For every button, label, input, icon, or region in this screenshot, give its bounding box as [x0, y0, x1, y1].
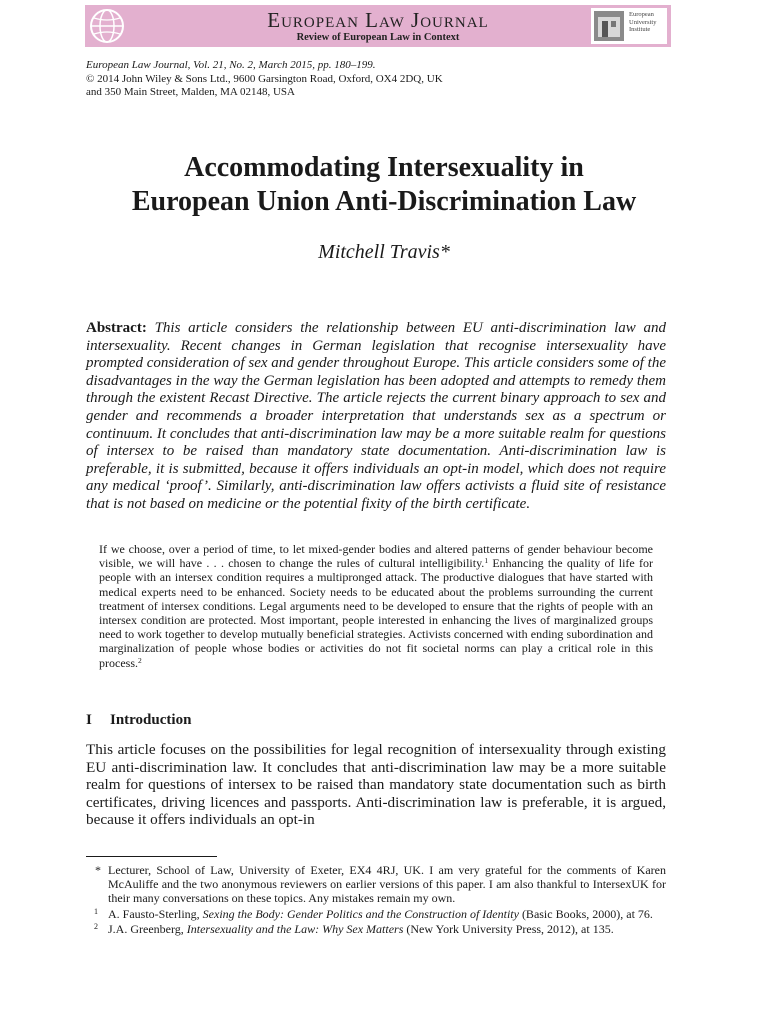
epigraph-part-1: If we choose, over a period of time, to let mixed-gender bodies and altered patterns of gender behaviour become visible, we will have . . . chosen to change the rules of cultural intelligibility.	[99, 542, 653, 571]
footnote-mark: 2	[94, 921, 98, 931]
article-title-line-1: Accommodating Intersexuality in	[184, 152, 584, 183]
footnote-mark: *	[95, 863, 101, 877]
epigraph	[99, 542, 653, 670]
footnote-divider	[86, 856, 217, 857]
footnote-1	[86, 907, 666, 921]
journal-reference: European Law Journal, Vol. 21, No. 2, March 2015, pp. 180–199.	[86, 59, 376, 71]
institute-logo-text: European University Institute	[629, 11, 657, 33]
institute-building-icon	[594, 11, 624, 41]
footnote-text: J.A. Greenberg,	[108, 921, 187, 936]
epigraph-part-2: Enhancing the quality of life for people with an intersex condition requires a multipronged attack. The productive dialogues that have started with medical experts need to be enhanced. Society needs to be educated about the problems surrounding the current treatment of intersex conditions. Legal arguments need to be developed to ensure that the rights of people with an intersex condition are protected. Most important, people interested in enhancing the lives of marginalized groups need to work together to develop mutually beneficial strategies. Activists concerned with ending subordination and marginalization of people whose bodies or activities do not fit societal norms can play a critical role in this process.	[99, 556, 653, 670]
article-title-line-2: European Union Anti-Discrimination Law	[131, 186, 637, 217]
abstract	[86, 320, 666, 514]
journal-subtitle: Review of European Law in Context	[296, 32, 460, 43]
introduction-body: This article focuses on the possibilities for legal recognition of intersexuality through existing EU anti-discrimination law. It concludes that anti-discrimination law may be a more suitable realm for questions of intersex to be raised than mandatory state documentation such as birth certificates, driving licences and passports. Anti-discrimination law is preferable, it is argued, because it offers individuals an opt-in	[86, 741, 666, 829]
publisher-line: © 2014 John Wiley & Sons Ltd., 9600 Garsington Road, Oxford, OX4 2DQ, UK	[86, 72, 443, 85]
section-title: Introduction	[110, 712, 192, 728]
abstract-text: This article considers the relationship between EU anti-discrimination law and intersexuality. Recent changes in German legislation that recognise intersexuality have prompted consideration of sex and gender throughout Europe. This article considers some of the disadvantages in the way the German legislation has been adopted and attempts to remedy them through the existent Recast Directive. The article rejects the current binary approach to sex and gender and recommends a broader interpretation that understands sex as a spectrum or continuum. It concludes that anti-discrimination law may be a more suitable realm for questions of intersex to be raised than mandatory state documentation. Anti-discrimination law is preferable, it is submitted, because it offers individuals an opt-in model, which does not require any medical ‘proof’. Similarly, anti-discrimination law offers activists a fluid site of resistance that is not based on medicine or the potential fixity of the birth certificate.	[86, 320, 667, 512]
footnote-ref-1[interactable]: 1	[484, 556, 489, 566]
footnote-text: (New York University Press, 2012), at 135.	[403, 921, 614, 936]
abstract-label: Abstract:	[86, 320, 147, 336]
footnote-ref-2[interactable]: 2	[138, 655, 142, 665]
address-line: and 350 Main Street, Malden, MA 02148, USA	[86, 86, 295, 98]
footnote-text: (Basic Books, 2000), at 76.	[518, 906, 653, 921]
footnote-text: A. Fausto-Sterling,	[108, 906, 203, 921]
footnote-2	[86, 922, 666, 936]
article-author: Mitchell Travis*	[318, 241, 450, 263]
citation-block	[86, 59, 586, 100]
footnote-text: Lecturer, School of Law, University of Exeter, EX4 4RJ, UK. I am very grateful for the comments of Karen McAuliffe and the two anonymous reviewers on earlier versions of this paper. I am also thankful to IntersexUK for their many conversations on these topics. Any mistakes remain my own.	[108, 863, 666, 906]
section-number: I	[86, 712, 92, 728]
footnote-author	[86, 863, 666, 906]
footnote-book-title: Sexing the Body: Gender Politics and the Construction of Identity	[202, 906, 519, 921]
journal-banner	[85, 5, 671, 47]
institute-logo	[591, 8, 667, 44]
footnote-mark: 1	[94, 906, 98, 916]
journal-name: European Law Journal	[267, 8, 489, 32]
footnotes	[86, 863, 666, 937]
section-heading	[86, 712, 191, 729]
footnote-book-title: Intersexuality and the Law: Why Sex Matters	[186, 921, 404, 936]
